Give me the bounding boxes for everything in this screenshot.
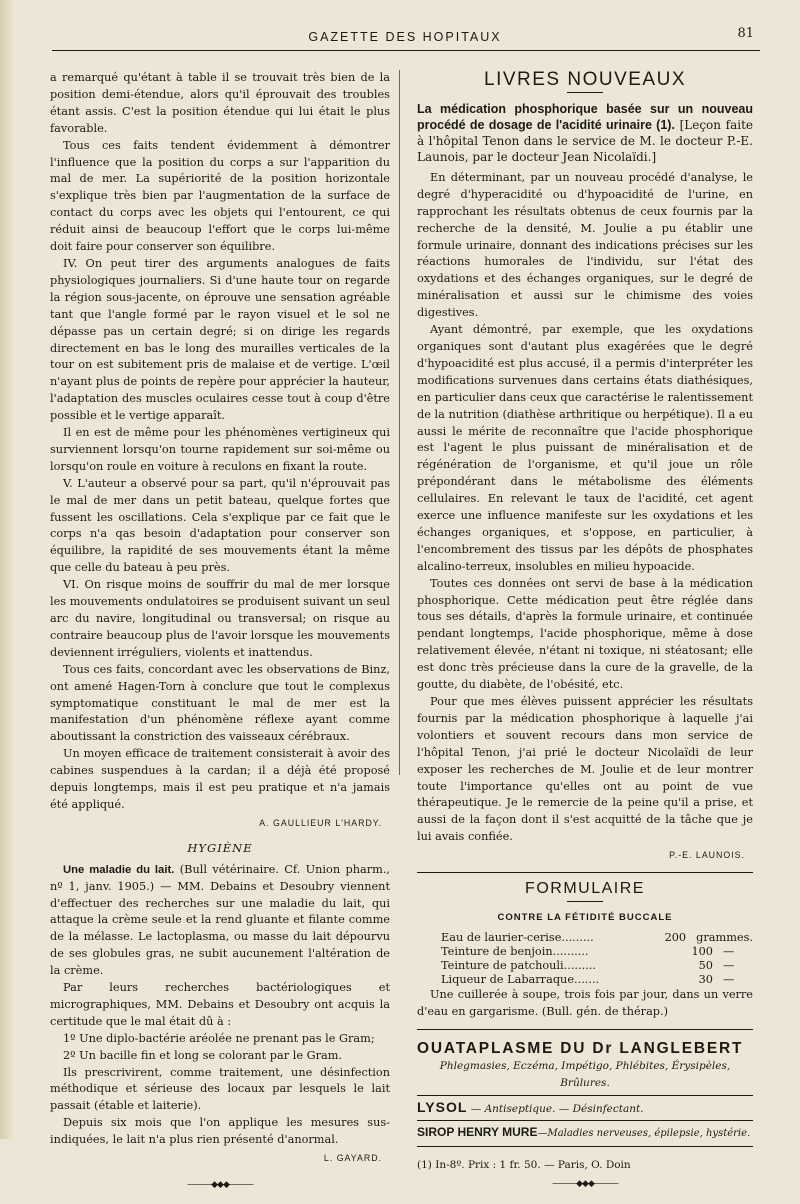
unit: grammes. bbox=[696, 930, 753, 944]
paragraph: a remarqué qu'étant à table il se trouvait très bien de la position demi-étendue, alors qu'il éprouvait des troubles étant assis. C'est la position étendue qui lui était le plus favorable. bbox=[50, 71, 390, 135]
ad-rule bbox=[417, 1120, 753, 1121]
ingredient: Eau de laurier-cerise......... bbox=[441, 930, 594, 944]
recipe-row bbox=[441, 931, 753, 945]
section-title-formulaire: FORMULAIRE bbox=[525, 880, 645, 898]
unit: — bbox=[723, 944, 735, 958]
paragraph: Tous ces faits, concordant avec les observations de Binz, ont amené Hagen-Torn à conclure que tout le complexus symptomatique constituant le mal de mer est la manifestation d'un phénomène réflexe ayant comme aboutissant la constriction des vaisseaux cérébraux. bbox=[50, 662, 390, 744]
recipe-row bbox=[441, 973, 753, 987]
paragraph: Pour que mes élèves puissent apprécier les résultats fournis par la médication phosphorique à laquelle j'ai volontiers et souvent recours dans mon service de l'hôpital Tenon, j'ai prié le docteur Nicolaïdi de leur exposer les recherches de M. Joulie et de leur montrer toute l'importance qu'elles ont au point de vue thérapeutique. Je le remercie de la peine qu'il a prise, et aussi de la façon dont il s'est acquitté de la tâche que je lui avais confiée. bbox=[417, 695, 753, 844]
formula-heading: CONTRE LA FÉTIDITÉ BUCCALE bbox=[497, 911, 673, 923]
paragraph: Par leurs recherches bactériologiques et micrographiques, MM. Debains et Desoubry ont acquis la certitude que le mal était dû à : bbox=[50, 981, 390, 1028]
paragraph: Ayant démontré, par exemple, que les oxydations organiques sont d'autant plus exagérées que le degré d'hypoacidité est plus accusé, il a permis d'interpréter les modifications survenues dans certains états diathésiques, en particulier dans ceux que caractérise le ralentissement de la nutrition (diathèse arthritique ou herpétique). Il a eu aussi le mérite de reconnaître que l'acide phosphorique est l'agent le plus puissant de minéralisation et de régénération de l'organisme, et qu'il joue un rôle prépondérant dans le métabolisme des éléments cellulaires. En relevant le taux de l'acidité, cet agent exerce une influence manifeste sur les oxydations et les échanges organiques, et s'oppose, en particulier, à l'encombrement des tissus par les dépôts de phosphates alcalino-terreux, insolubles en milieu hypoacide. bbox=[417, 323, 753, 573]
ad-rule bbox=[417, 1095, 753, 1096]
book-subtitle: [Leçon faite à l'hôpital Tenon dans le service de M. le docteur P.-E. Launois, par le docteur Jean Nicolaïdi.] bbox=[417, 117, 753, 164]
paragraph: VI. On risque moins de souffrir du mal de mer lorsque les mouvements ondulatoires se produisent suivant un seul arc du navire, longitudinal ou transversal; on risque au contraire beaucoup plus de l'avoir lorsque les mouvements deviennent irréguliers, violents et inattendus. bbox=[50, 578, 390, 659]
unit: — bbox=[723, 958, 735, 972]
quantity: 200 bbox=[664, 930, 687, 944]
list-item: 2º Un bacille fin et long se colorant par le Gram. bbox=[63, 1048, 343, 1062]
ingredient: Liqueur de Labarraque....... bbox=[441, 972, 600, 986]
recipe-row bbox=[441, 959, 753, 973]
ad-sirop-text: —Maladies nerveuses, épilepsie, hystérie. bbox=[537, 1128, 751, 1140]
section-rule bbox=[417, 872, 753, 873]
book-title: La médication phosphorique basée sur un nouveau procédé de dosage de l'acidité urinaire (1). bbox=[417, 101, 753, 132]
book-heading bbox=[417, 101, 753, 165]
ad-lysol bbox=[417, 1099, 753, 1118]
journal-title: GAZETTE DES HOPITAUX bbox=[308, 30, 502, 44]
paragraph: Un moyen efficace de traitement consisterait à avoir des cabines suspendues à la cardan; il a déjà été proposé depuis longtemps, mais il est peu pratique et n'a jamais été appliqué. bbox=[50, 747, 390, 811]
paragraph: En déterminant, par un nouveau procédé d'analyse, le degré d'hyperacidité ou d'hypoacidité de l'urine, en rapprochant les résultats obtenus de ceux fournis par la recherche de la densité, M. Joulie a pu établir une formule urinaire, donnant des indications précises sur les réactions humorales de l'individu, sur l'état des oxydations et des échanges organiques, sur le degré de minéralisation et aussi sur le chimisme des voies digestives. bbox=[417, 170, 753, 320]
paragraph: IV. On peut tirer des arguments analogues de faits physiologiques journaliers. Si d'une haute tour on regarde la région sous-jacente, on éprouve une sensation agréable tant que l'angle formé par le rayon visuel et le sol ne dépasse pas un certain degré; si on dirige les regards directement en bas le long des murailles verticales de la tour on est subitement pris de malaise et de vertige. L'œil n'ayant plus de points de repère pour apprécier la hauteur, l'adaptation des muscles oculaires cesse tout à coup d'être possible et le vertige apparaît. bbox=[50, 256, 390, 423]
recipe-row bbox=[441, 945, 753, 959]
paragraph: V. L'auteur a observé pour sa part, qu'il n'éprouvait pas le mal de mer dans un petit bateau, quelque fortes que fussent les oscillations. Cela s'explique par ce fait que le corps n'a qas besoin d'adaptation pour conserver son équilibre, la rapidité de ses mouvements étant la même que celle du bateau à peu près. bbox=[50, 476, 390, 575]
quantity: 50 bbox=[698, 958, 713, 972]
recipe-list bbox=[441, 931, 753, 987]
column-divider bbox=[399, 70, 400, 775]
paragraph: Il en est de même pour les phénomènes vertigineux qui surviennent lorsqu'on tourne rapidement sur soi-même ou lorsqu'on roule en voiture à reculons en fixant la route. bbox=[50, 426, 390, 473]
page-header bbox=[40, 24, 770, 52]
paragraph: Ils prescrivirent, comme traitement, une désinfection méthodique et sérieuse des locaux par lesquels le lait passait (étable et laiterie). bbox=[50, 1065, 390, 1113]
ingredient: Teinture de benjoin.......... bbox=[441, 944, 589, 958]
ingredient: Teinture de patchouli......... bbox=[441, 958, 596, 972]
list-item: 1º Une diplo-bactérie aréolée ne prenant pas le Gram; bbox=[63, 1031, 375, 1045]
ad-sirop bbox=[417, 1124, 753, 1143]
left-column bbox=[50, 70, 390, 1204]
ad-rule bbox=[417, 1146, 753, 1147]
ad-lysol-text: — Antiseptique. — Désinfectant. bbox=[467, 1102, 644, 1115]
quantity: 100 bbox=[691, 944, 713, 958]
ad-lysol-name: LYSOL bbox=[417, 1098, 468, 1115]
paragraph: Tous ces faits tendent évidemment à démontrer l'influence que la position du corps a sur l'apparition du mal de mer. La supériorité de la position horizontale s'explique très bien par l'augmentation de la surface de contact du corps avec les objets qui l'entourent, ce qui réduit ainsi de beaucoup l'effort que le corps lui-même doit faire pour conserver son équilibre. bbox=[50, 138, 390, 254]
section-title-hygiene: HYGIÈNE bbox=[187, 840, 253, 855]
ad-rule bbox=[417, 1029, 753, 1030]
header-rule bbox=[52, 50, 760, 51]
page-number: 81 bbox=[737, 26, 754, 41]
ad-ouataplasme-subtitle: Phlegmasies, Eczéma, Impétigo, Phlébites, Érysipèles, Brûlures. bbox=[439, 1059, 731, 1089]
paragraph: Toutes ces données ont servi de base à la médication phosphorique. Cette médication peut être réglée dans tous ses détails, d'après la formule urinaire, et continuée pendant longtemps, l'acide phosphorique, même à dose relativement élevée, n'étant ni toxique, ni stéatosant; elle est donc très précieuse dans la cure de la gravelle, de la goutte, du diabète, de l'obésité, etc. bbox=[417, 576, 753, 692]
right-column bbox=[417, 68, 753, 1203]
ornament-divider: ———◆◆◆——— bbox=[187, 1180, 253, 1190]
article-title: Une maladie du lait. bbox=[63, 863, 175, 876]
author-signature: P.-E. LAUNOIS. bbox=[669, 850, 745, 861]
title-underline bbox=[567, 92, 603, 93]
article-intro: (Bull vétérinaire. Cf. Union pharm., nº 1, janv. 1905.) — MM. Debains et Desoubry viennent d'effectuer des recherches sur une maladie du lait, qui attaque la crème seule et la rend gluante et filante comme de la mélasse. Le lactoplasma, ou masse du lait dépourvu de ses globules gras, ne subit aucunement l'altération de la crème. bbox=[50, 862, 391, 978]
quantity: 30 bbox=[698, 972, 713, 986]
recipe-note: Une cuillerée à soupe, trois fois par jour, dans un verre d'eau en gargarisme. (Bull. gén. de thérap.) bbox=[417, 987, 753, 1018]
ad-ouataplasme: OUATAPLASME DU Dr LANGLEBERT bbox=[417, 1039, 744, 1057]
footnote: (1) In-8º. Prix : 1 fr. 50. — Paris, O. Doin bbox=[417, 1159, 631, 1172]
section-title-livres: LIVRES NOUVEAUX bbox=[484, 69, 686, 90]
paragraph: Depuis six mois que l'on applique les mesures sus-indiquées, le lait n'a plus rien présenté d'anormal. bbox=[50, 1116, 390, 1147]
title-underline bbox=[567, 901, 603, 902]
unit: — bbox=[723, 972, 735, 986]
author-signature: A. GAULLIEUR L'HARDY. bbox=[259, 817, 382, 828]
ad-sirop-name: SIROP HENRY MURE bbox=[417, 1125, 538, 1140]
author-signature: L. GAYARD. bbox=[323, 1153, 382, 1164]
ornament-divider: ———◆◆◆——— bbox=[552, 1179, 618, 1190]
page-edge bbox=[0, 0, 14, 1139]
